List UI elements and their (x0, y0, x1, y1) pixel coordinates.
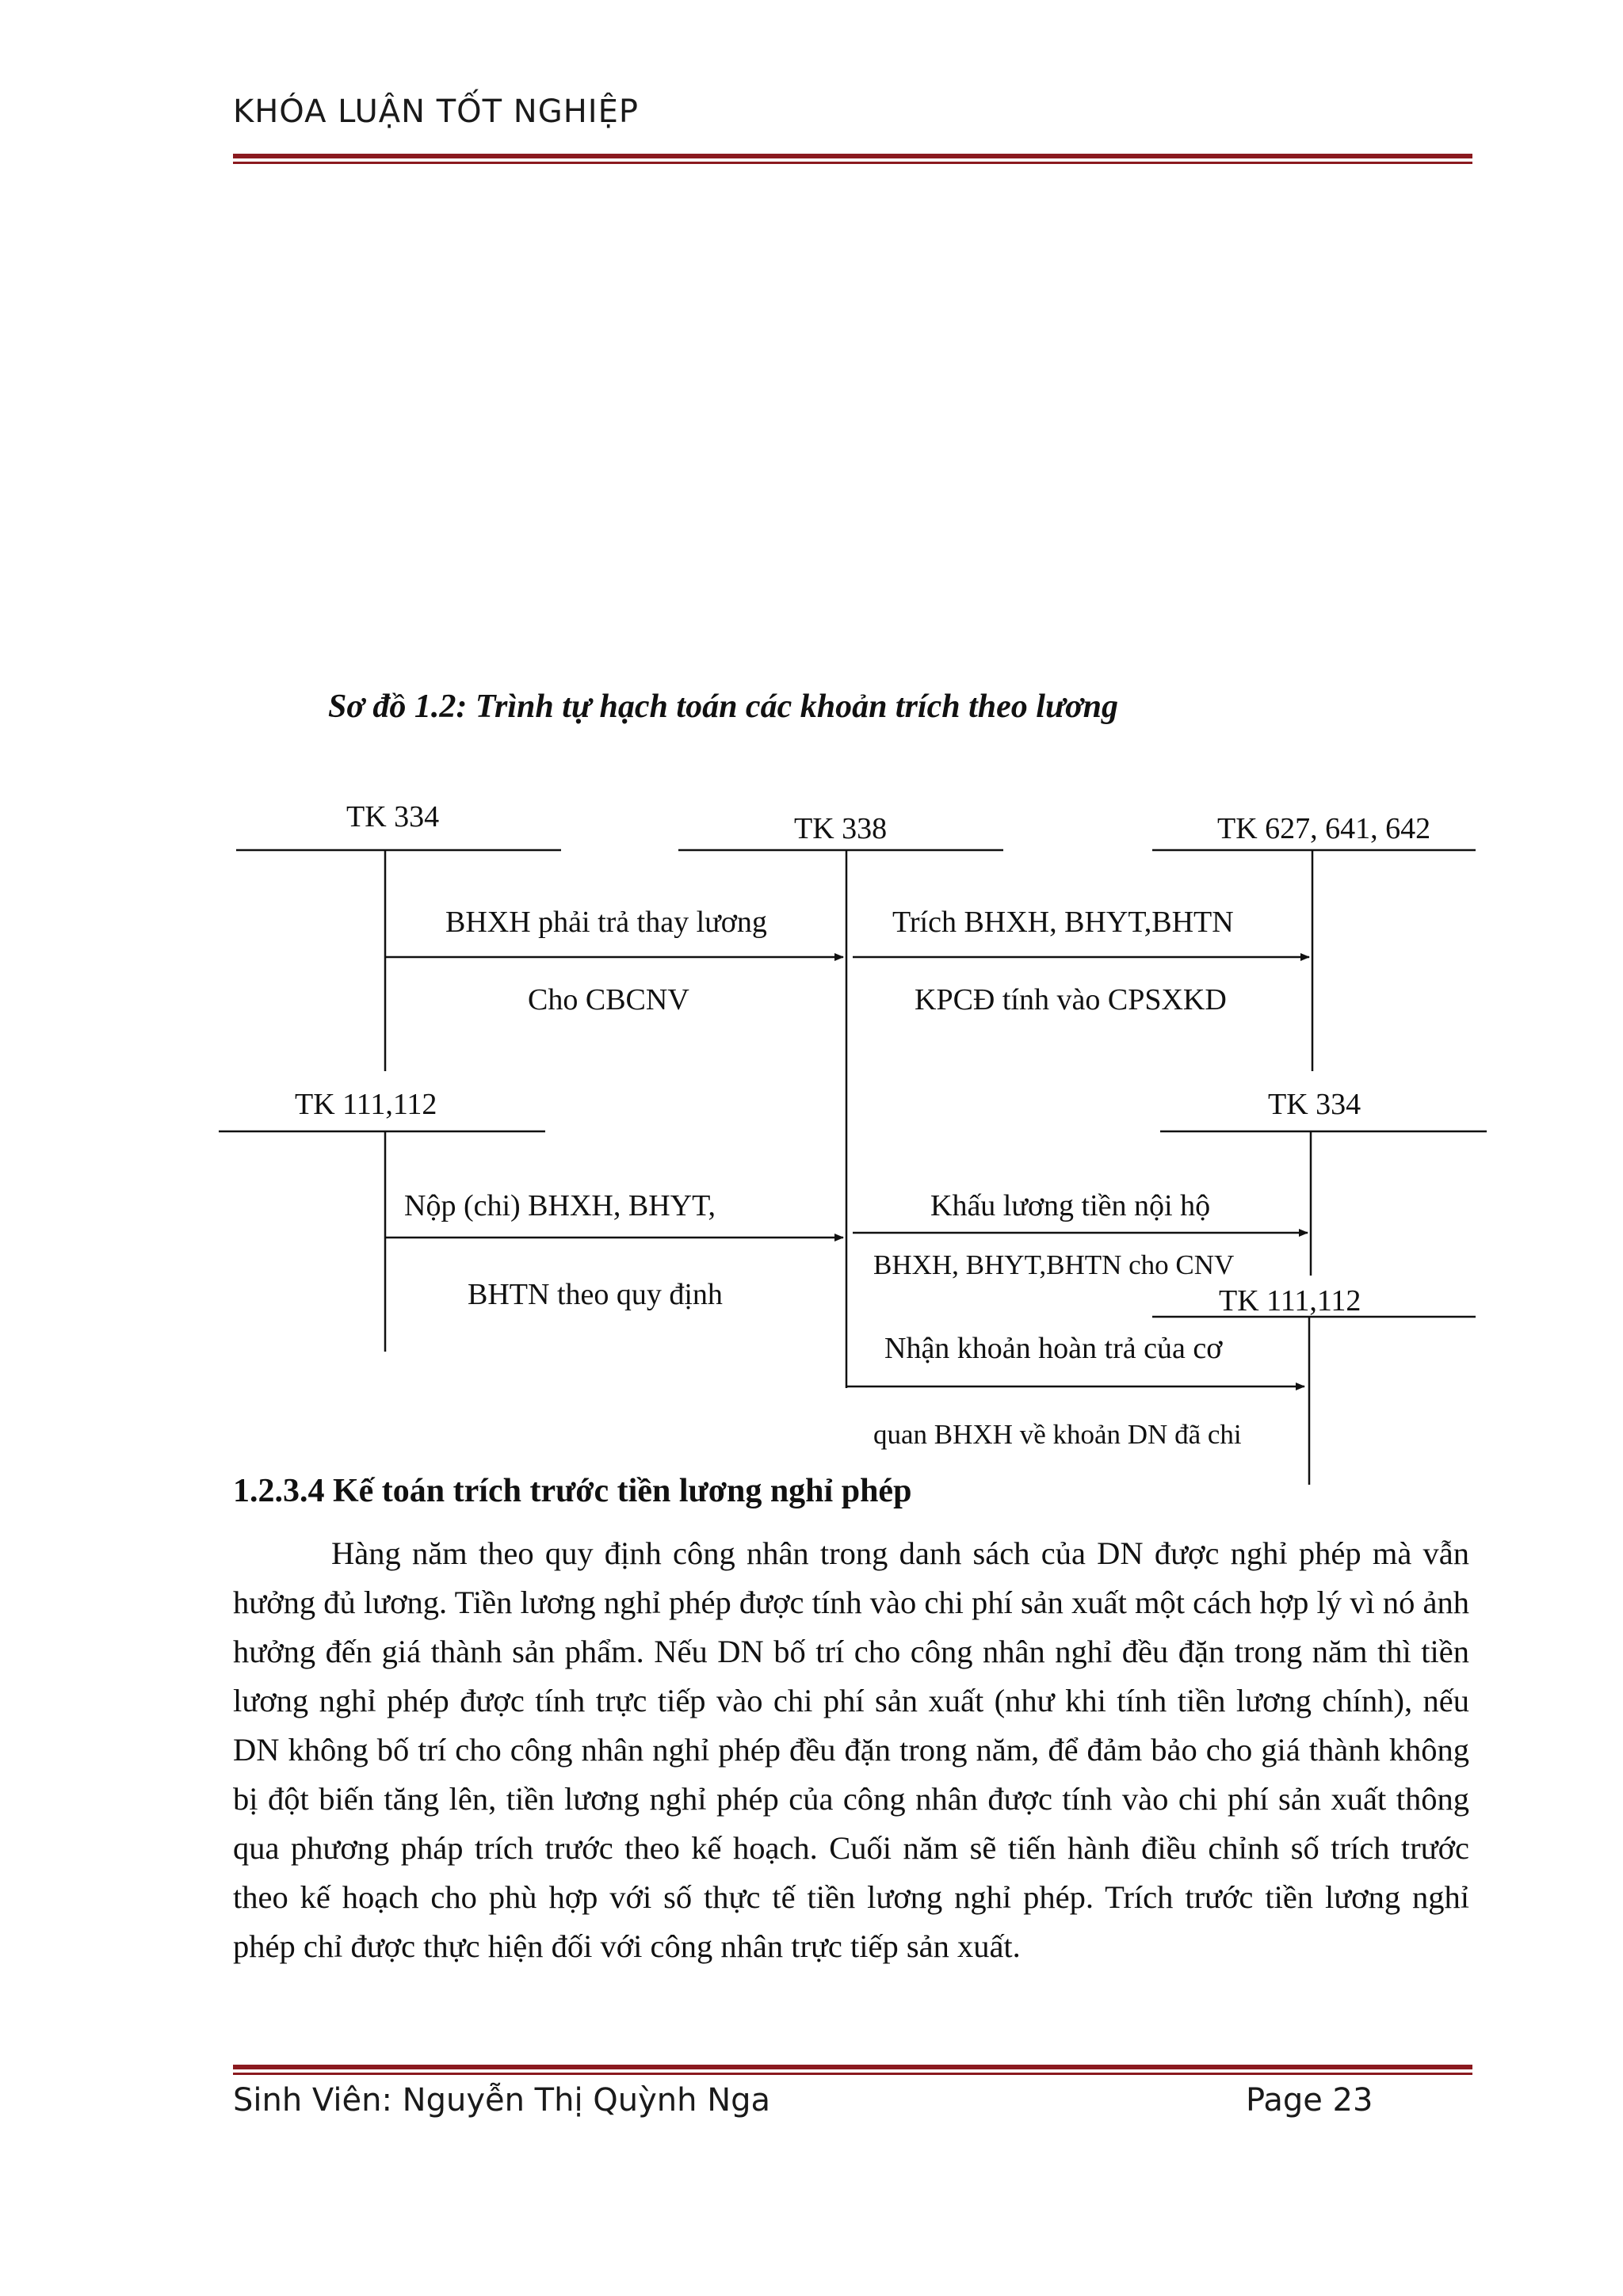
footer-page-number: Page 23 (1246, 2082, 1373, 2119)
t-account-tk627 (1152, 812, 1476, 1071)
header-title: KHÓA LUẬN TỐT NGHIỆP (233, 93, 639, 130)
footer-rule-thin (233, 2073, 1472, 2075)
flow5-line1: Nhận khoản hoàn trả của cơ (884, 1332, 1223, 1365)
label-tk111-left: TK 111,112 (295, 1088, 437, 1121)
flow1-line1: BHXH phải trả thay lương (445, 906, 767, 939)
flow5-line2: quan BHXH về khoản DN đã chi (873, 1419, 1242, 1450)
t-account-tk334-right (1160, 1088, 1487, 1276)
flow2-line2: KPCĐ tính vào CPSXKD (915, 983, 1227, 1016)
flow1-line2: Cho CBCNV (528, 983, 689, 1016)
section-paragraph: Hàng năm theo quy định công nhân trong danh sách của DN được nghỉ phép mà vẫn hưởng đủ lương. Tiền lương nghỉ phép được tính vào chi phí sản xuất một cách hợp lý vì nó ảnh hưởng đến giá thành sản phẩm. Nếu DN bố trí cho công nhân nghỉ đều đặn trong năm thì tiền lương nghỉ phép được tính trực tiếp vào chi phí sản xuất (như khi tính tiền lương chính), nếu DN không bố trí cho công nhân nghỉ phép đều đặn trong năm, để đảm bảo cho giá thành không bị đột biến tăng lên, tiền lương nghỉ phép của công nhân được tính vào chi phí sản xuất thông qua phương pháp trích trước theo kế hoạch. Cuối năm sẽ tiến hành điều chỉnh số trích trước theo kế hoạch cho phù hợp với số thực tế tiền lương nghỉ phép. Trích trước tiền lương nghỉ phép chỉ được thực hiện đối với công nhân trực tiếp sản xuất. (233, 1535, 1469, 1964)
label-tk334-right: TK 334 (1268, 1088, 1361, 1121)
t-account-tk338 (678, 812, 1003, 1388)
t-account-tk111-right (1152, 1284, 1476, 1485)
label-tk334-top: TK 334 (346, 800, 440, 833)
flow3-line1: Nộp (chi) BHXH, BHYT, (404, 1189, 716, 1222)
flow2-line1: Trích BHXH, BHYT,BHTN (892, 906, 1234, 939)
flow4-line1: Khấu lương tiền nội hộ (930, 1189, 1211, 1222)
diagram-caption: Sơ đồ 1.2: Trình tự hạch toán các khoản trích theo lương (328, 688, 1119, 725)
label-tk111-right: TK 111,112 (1219, 1284, 1361, 1318)
footer-rule-thick (233, 2065, 1472, 2069)
label-tk627: TK 627, 641, 642 (1217, 812, 1431, 845)
flow4-line2: BHXH, BHYT,BHTN cho CNV (873, 1249, 1235, 1280)
flow3-line2: BHTN theo quy định (468, 1278, 723, 1311)
footer-student-name: Sinh Viên: Nguyễn Thị Quỳnh Nga (233, 2082, 771, 2119)
section-heading: 1.2.3.4 Kế toán trích trước tiền lương nghỉ phép (233, 1473, 912, 1509)
label-tk338: TK 338 (794, 812, 888, 845)
